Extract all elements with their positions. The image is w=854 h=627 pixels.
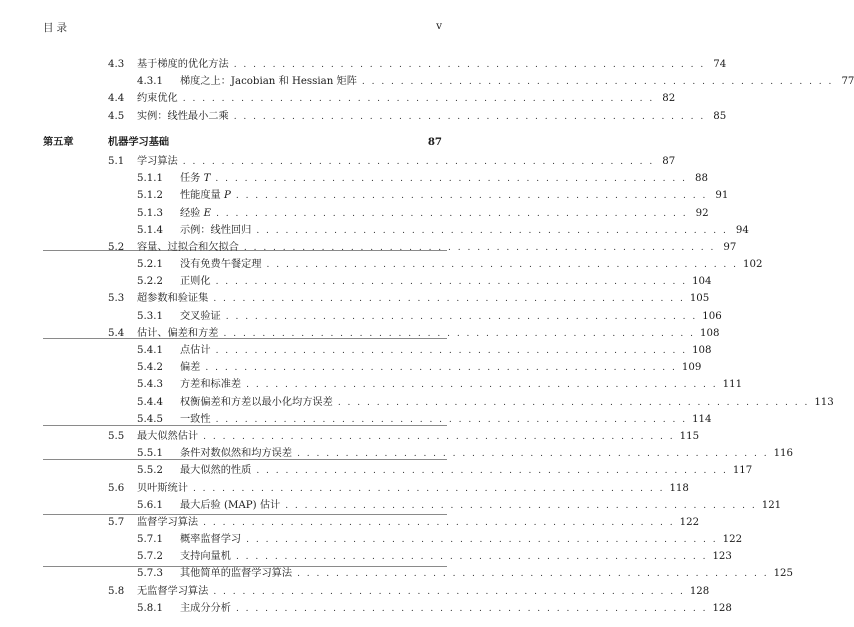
page-number: v: [436, 20, 442, 32]
toc-entry-page: 123: [712, 551, 732, 563]
toc-entry-5-5[interactable]: [0, 428, 700, 445]
toc-entry-page: 113: [814, 396, 834, 408]
toc-entry-number: 5.7.2: [137, 551, 163, 563]
dot-leader: . . . . . . . . . . . . . . . . . . . . . . . . . . . . . . . . . . . . . . . . . . . . . . . . .: [203, 517, 675, 528]
toc-entry-page: 82: [662, 93, 676, 105]
dot-leader: . . . . . . . . . . . . . . . . . . . . . . . . . . . . . . . . . . . . . . . . . . . . . . . . .: [235, 191, 708, 202]
toc-entry-number: 5.8: [108, 585, 125, 597]
toc-entry-page: 115: [679, 430, 700, 442]
toc-entry-line: [137, 583, 710, 601]
toc-entry-number: 5.7.3: [137, 568, 163, 580]
dot-leader: . . . . . . . . . . . . . . . . . . . . . . . . . . . . . . . . . . . . . . . . . . . . . . . . .: [213, 294, 685, 305]
toc-entry-line: [137, 514, 700, 532]
toc-entry-title: 基于梯度的优化方法: [137, 59, 229, 70]
toc-entry-4-3-1[interactable]: [0, 73, 854, 90]
toc-entry-line: [137, 325, 720, 343]
toc-entry-title: 梯度之上：Jacobian 和 Hessian 矩阵: [180, 76, 357, 88]
toc-entry-page: 85: [713, 110, 727, 122]
toc-entry-5-2-2[interactable]: [0, 273, 712, 290]
toc-entry-line: [180, 359, 702, 377]
toc-entry-page: 91: [715, 190, 729, 202]
toc-entry-4-4[interactable]: [0, 90, 676, 107]
toc-entry-title: 任务 T: [180, 173, 211, 185]
toc-entry-5-7[interactable]: [0, 514, 700, 531]
toc-entry-page: 102: [743, 259, 763, 271]
dot-leader: . . . . . . . . . . . . . . . . . . . . . . . . . . . . . . . . . . . . . . . . . . . . . . . . .: [213, 586, 685, 597]
dot-leader: . . . . . . . . . . . . . . . . . . . . . . . . . . . . . . . . . . . . . . . . . . . . . . . . .: [215, 277, 688, 288]
toc-entry-page: 74: [713, 59, 727, 70]
toc-entry-number: 5.8.1: [137, 602, 163, 614]
dot-leader: . . . . . . . . . . . . . . . . . . . . . . . . . . . . . . . . . . . . . . . . . . . . . . . . .: [223, 328, 696, 339]
toc-entry-title: 最大后验 (MAP) 估计: [180, 499, 281, 511]
toc-entry-5-4-4[interactable]: [0, 394, 834, 411]
toc-entry-number: 5.5: [108, 430, 125, 442]
dot-leader: . . . . . . . . . . . . . . . . . . . . . . . . . . . . . . . . . . . . . . . . . . . . . . . . .: [285, 500, 757, 511]
dot-leader: . . . . . . . . . . . . . . . . . . . . . . . . . . . . . . . . . . . . . . . . . . . . . . . . .: [235, 603, 708, 614]
toc-entry-line: [180, 376, 743, 394]
toc-entry-page: 108: [692, 345, 712, 356]
toc-entry-number: 5.3: [108, 293, 125, 305]
toc-entry-5-1[interactable]: [0, 153, 676, 170]
toc-entry-page: 87: [662, 155, 676, 167]
toc-entry-line: [137, 239, 737, 257]
dot-leader: . . . . . . . . . . . . . . . . . . . . . . . . . . . . . . . . . . . . . . . . . . . . . . . . .: [256, 225, 728, 236]
toc-entry-5-1-2[interactable]: [0, 187, 729, 204]
toc-entry-page: 105: [689, 293, 710, 305]
toc-entry-5-4-3[interactable]: [0, 376, 743, 393]
toc-entry-page: 104: [692, 276, 712, 288]
toc-entry-title: 最大似然的性质: [180, 465, 252, 477]
toc-entry-page: 114: [692, 413, 712, 425]
dot-leader: . . . . . . . . . . . . . . . . . . . . . . . . . . . . . . . . . . . . . . . . . . . . . . . . .: [337, 397, 810, 408]
toc-entry-title: 贝叶斯统计: [137, 482, 188, 494]
toc-entry-line: [108, 134, 442, 151]
toc-entry-5-7-3[interactable]: [0, 565, 794, 582]
toc-entry-title: 条件对数似然和均方误差: [180, 448, 293, 460]
dot-leader: . . . . . . . . . . . . . . . . . . . . . . . . . . . . . . . . . . . . . . . . . . . . . . . . .: [215, 414, 688, 425]
dot-leader: . . . . . . . . . . . . . . . . . . . . . . . . . . . . . . . . . . . . . . . . . . . . . . . . .: [182, 156, 655, 167]
dot-leader: . . . . . . . . . . . . . . . . . . . . . . . . . . . . . . . . . . . . . . . . . . . . . . . . .: [256, 466, 728, 477]
toc-entry-5-4[interactable]: [0, 325, 720, 342]
toc-entry-number: 5.3.1: [137, 310, 163, 322]
dot-leader: . . . . . . . . . . . . . . . . . . . . . . . . . . . . . . . . . . . . . . . . . . . . . . . . .: [297, 449, 769, 460]
toc-entry-line: [180, 73, 854, 91]
toc-entry-title: 交叉验证: [180, 310, 221, 322]
page-header: [0, 20, 500, 36]
toc-entry-line: [180, 256, 763, 274]
toc-entry-第五章[interactable]: [0, 134, 500, 151]
dot-leader: . . . . . . . . . . . . . . . . . . . . . . . . . . . . . . . . . . . . . . . . . . . . . . . . .: [233, 60, 706, 70]
toc-entry-title: 超参数和验证集: [137, 293, 209, 305]
toc-entry-5-2-1[interactable]: [0, 256, 763, 273]
toc-entry-title: 最大似然估计: [137, 430, 199, 442]
toc-entry-page: 77: [841, 76, 854, 88]
toc-entry-number: 5.7.1: [137, 534, 163, 546]
toc-entry-number: 4.3.1: [137, 76, 163, 88]
toc-entry-5-6-1[interactable]: [0, 497, 782, 514]
toc-entry-line: [137, 290, 710, 308]
toc-entry-title: 学习算法: [137, 155, 178, 167]
toc-entry-page: 125: [773, 568, 794, 580]
dot-leader: . . . . . . . . . . . . . . . . . . . . . . . . . . . . . . . . . . . . . . . . . . . . . . . . .: [215, 174, 687, 185]
toc-entry-line: [180, 273, 712, 291]
toc-entry-line: [180, 342, 712, 360]
toc-entry-title: 其他简单的监督学习算法: [180, 568, 293, 580]
toc-entry-line: [180, 308, 722, 326]
toc-entry-title: 正则化: [180, 276, 211, 288]
toc-entry-5-8[interactable]: [0, 583, 710, 600]
dot-leader: . . . . . . . . . . . . . . . . . . . . . . . . . . . . . . . . . . . . . . . . . . . . . . . . .: [203, 431, 675, 442]
toc-entry-number: 第五章: [43, 135, 74, 148]
toc-entry-title: 没有免费午餐定理: [180, 259, 262, 271]
toc-entry-page: 106: [702, 310, 722, 322]
toc-entry-number: 5.1.4: [137, 224, 163, 236]
toc-entry-5-5-1[interactable]: [0, 445, 794, 462]
toc-entry-number: 5.5.2: [137, 465, 163, 477]
toc-entry-line: [180, 222, 749, 240]
toc-entry-line: [137, 428, 700, 446]
toc-entry-5-1-3[interactable]: [0, 205, 709, 222]
toc-entry-page: 92: [695, 207, 709, 219]
toc-entry-5-7-2[interactable]: [0, 548, 732, 565]
toc-entry-page: 94: [735, 224, 749, 236]
toc-entry-number: 5.5.1: [137, 448, 163, 460]
toc-entry-number: 4.5: [108, 110, 125, 122]
toc-entry-title: 实例：线性最小二乘: [137, 110, 229, 122]
toc-entry-5-6[interactable]: [0, 480, 689, 497]
toc-entry-title: 方差和标准差: [180, 379, 242, 391]
toc-entry-number: 5.6.1: [137, 499, 163, 511]
toc-entry-number: 5.4.2: [137, 362, 163, 374]
toc-entry-number: 4.4: [108, 93, 125, 105]
running-header-title: 目录: [43, 22, 70, 34]
toc-entry-page: 111: [722, 379, 743, 391]
toc-entry-title: 示例：线性回归: [180, 224, 252, 236]
toc-entry-5-5-2[interactable]: [0, 462, 753, 479]
dot-leader: . . . . . . . . . . . . . . . . . . . . . . . . . . . . . . . . . . . . . . . . . . . . . . . . .: [192, 483, 665, 494]
toc-entry-title: 偏差: [180, 362, 201, 374]
toc-entry-line: [137, 90, 676, 108]
toc-entry-page: 128: [689, 585, 710, 597]
toc-entry-number: 5.2.1: [137, 259, 163, 271]
toc-entry-page: 122: [679, 516, 700, 528]
toc-entry-number: 5.2.2: [137, 276, 163, 288]
toc-entry-line: [180, 205, 709, 223]
toc-entry-page: 128: [712, 602, 732, 614]
toc-entry-title: 容量、过拟合和欠拟合: [137, 241, 239, 253]
toc-entry-page: 97: [723, 241, 737, 253]
dot-leader: . . . . . . . . . . . . . . . . . . . . . . . . . . . . . . . . . . . . . . . . . . . . . . . . .: [246, 535, 718, 546]
toc-entry-line: [137, 480, 689, 498]
toc-entry-line: [180, 411, 712, 429]
toc-entry-number: 5.1.3: [137, 207, 163, 219]
toc-entry-number: 5.1.2: [137, 190, 163, 202]
toc-entry-number: 5.6: [108, 482, 125, 494]
dot-leader: . . . . . . . . . . . . . . . . . . . . . . . . . . . . . . . . . . . . . . . . . . . . . . . . .: [246, 380, 718, 391]
toc-entry-5-1-1[interactable]: [0, 170, 708, 187]
toc-entry-number: 5.4.5: [137, 413, 163, 425]
toc-entry-page: 116: [773, 448, 794, 460]
toc-entry-title: 约束优化: [137, 93, 178, 105]
toc-entry-line: [180, 187, 729, 205]
dot-leader: . . . . . . . . . . . . . . . . . . . . . . . . . . . . . . . . . . . . . . . . . . . . . . . . .: [361, 77, 834, 88]
dot-leader: . . . . . . . . . . . . . . . . . . . . . . . . . . . . . . . . . . . . . . . . . . . . . . . . .: [216, 208, 688, 219]
toc-entry-title: 主成分分析: [180, 602, 231, 614]
toc-entry-5-3-1[interactable]: [0, 308, 722, 325]
toc-entry-title: 权衡偏差和方差以最小化均方误差: [180, 396, 333, 408]
dot-leader: . . . . . . . . . . . . . . . . . . . . . . . . . . . . . . . . . . . . . . . . . . . . . . . . .: [243, 242, 716, 253]
toc-entry-page: 109: [681, 362, 702, 374]
toc-entry-page: 122: [722, 534, 743, 546]
toc-entry-5-8-1[interactable]: [0, 600, 732, 617]
dot-leader: . . . . . . . . . . . . . . . . . . . . . . . . . . . . . . . . . . . . . . . . . . . . . . . . .: [266, 260, 739, 271]
toc-entry-line: [137, 153, 676, 171]
table-of-contents: [0, 56, 854, 617]
toc-entry-title: 概率监督学习: [180, 534, 242, 546]
toc-entry-4-3[interactable]: [0, 56, 727, 73]
dot-leader: . . . . . . . . . . . . . . . . . . . . . . . . . . . . . . . . . . . . . . . . . . . . . . . . .: [233, 111, 706, 122]
toc-entry-page: 88: [694, 173, 708, 185]
toc-entry-line: [180, 462, 753, 480]
dot-leader: . . . . . . . . . . . . . . . . . . . . . . . . . . . . . . . . . . . . . . . . . . . . . . . . .: [215, 346, 688, 356]
toc-entry-line: [137, 108, 727, 126]
toc-entry-page: 118: [669, 482, 689, 494]
toc-entry-line: [180, 445, 794, 463]
toc-entry-5-4-5[interactable]: [0, 411, 712, 428]
toc-entry-page: 121: [761, 499, 782, 511]
toc-entry-5-3[interactable]: [0, 290, 710, 307]
toc-entry-line: [180, 600, 732, 618]
toc-entry-line: [180, 394, 834, 412]
toc-entry-5-7-1[interactable]: [0, 531, 743, 548]
dot-leader: . . . . . . . . . . . . . . . . . . . . . . . . . . . . . . . . . . . . . . . . . . . . . . . . .: [182, 94, 655, 105]
toc-entry-line: [180, 497, 782, 515]
dot-leader: . . . . . . . . . . . . . . . . . . . . . . . . . . . . . . . . . . . . . . . . . . . . . . . . .: [225, 311, 698, 322]
dot-leader: . . . . . . . . . . . . . . . . . . . . . . . . . . . . . . . . . . . . . . . . . . . . . . . . .: [205, 363, 677, 374]
toc-entry-page: 87: [427, 135, 442, 148]
toc-entry-title: 经验 E: [180, 207, 212, 219]
toc-entry-5-1-4[interactable]: [0, 222, 749, 239]
toc-entry-number: 5.2: [108, 241, 125, 253]
dot-leader: . . . . . . . . . . . . . . . . . . . . . . . . . . . . . . . . . . . . . . . . . . . . . . . . .: [235, 552, 708, 563]
toc-entry-title: 估计、偏差和方差: [137, 327, 219, 339]
toc-entry-number: 5.1.1: [137, 173, 163, 185]
toc-entry-title: 一致性: [180, 413, 211, 425]
toc-entry-5-4-2[interactable]: [0, 359, 702, 376]
toc-entry-line: [180, 565, 794, 583]
toc-entry-number: 5.4.3: [137, 379, 163, 391]
toc-entry-number: 5.7: [108, 516, 125, 528]
toc-entry-line: [180, 170, 708, 188]
toc-entry-title: 性能度量 P: [180, 190, 231, 202]
toc-entry-title: 无监督学习算法: [137, 585, 209, 597]
toc-entry-title: 监督学习算法: [137, 516, 199, 528]
toc-entry-number: 5.4: [108, 327, 125, 339]
toc-entry-page: 108: [700, 327, 720, 339]
toc-entry-line: [137, 56, 727, 74]
toc-entry-title: 支持向量机: [180, 551, 231, 563]
toc-entry-number: 4.3: [108, 59, 125, 70]
toc-entry-number: 5.4.4: [137, 396, 163, 408]
toc-entry-number: 5.1: [108, 155, 125, 167]
toc-entry-number: 5.4.1: [137, 345, 163, 356]
toc-entry-title: 机器学习基础: [108, 135, 170, 148]
toc-entry-line: [180, 531, 743, 549]
toc-entry-4-5[interactable]: [0, 108, 727, 125]
dot-leader: . . . . . . . . . . . . . . . . . . . . . . . . . . . . . . . . . . . . . . . . . . . . . . . . .: [297, 569, 769, 580]
toc-entry-5-4-1[interactable]: [0, 342, 712, 359]
toc-entry-title: 点估计: [180, 345, 211, 356]
toc-entry-line: [180, 548, 732, 566]
toc-entry-page: 117: [732, 465, 753, 477]
toc-entry-5-2[interactable]: [0, 239, 737, 256]
